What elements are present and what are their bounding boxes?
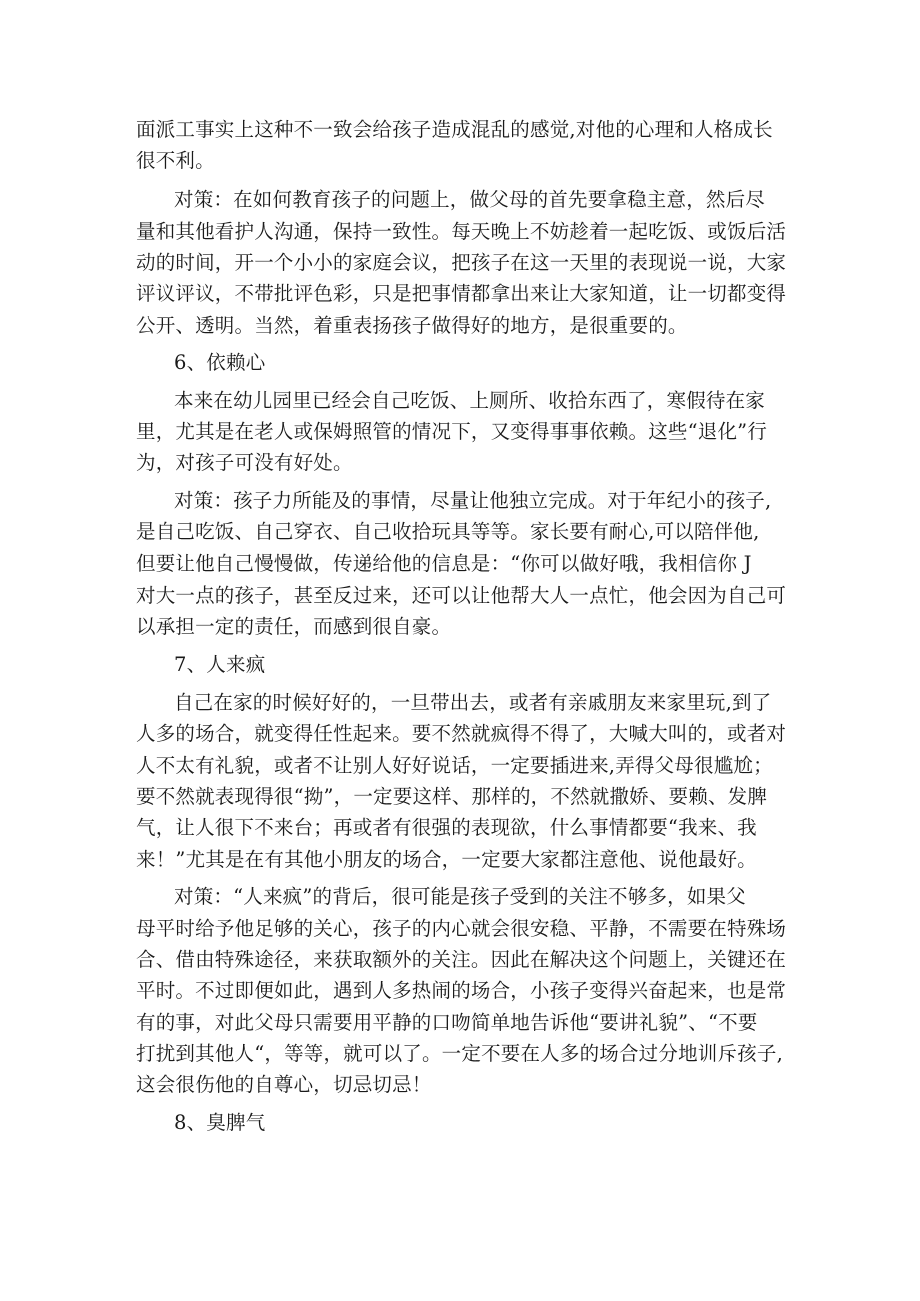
paragraph-line: 动的时间，开一个小小的家庭会议，把孩子在这一天里的表现说一说，大家 [136,251,787,274]
paragraph-line: 母平时给予他足够的关心，孩子的内心就会很安稳、平静，不需要在特殊场 [136,917,787,940]
paragraph-line: 公开、透明。当然，着重表扬孩子做得好的地方，是很重要的。 [136,314,688,337]
paragraph-line: 要不然就表现得很“拗”，一定要这样、那样的，不然就撒娇、要赖、发脾 [136,785,768,808]
paragraph-line: 合、借由特殊途径，来获取额外的关注。因此在解决这个问题上，关键还在 [136,948,787,971]
paragraph-line: 很不利。 [136,149,215,172]
paragraph-line: 对大一点的孩子，甚至反过来，还可以让他帮大人一点忙，他会因为自己可 [136,584,787,607]
paragraph-line: 自己在家的时候好好的，一旦带出去，或者有亲戚朋友来家里玩,到了 [174,691,772,714]
paragraph-line: 评议评议，不带批评色彩，只是把事情都拿出来让大家知道，让一切都变得 [136,282,787,305]
paragraph-line: 对策：“人来疯”的背后，很可能是孩子受到的关注不够多，如果父 [174,885,746,908]
paragraph-line: 但要让他自己慢慢做，传递给他的信息是：“你可以做好哦，我相信你 J [136,552,752,575]
paragraph-line: 气，让人很下不来台；再或者有很强的表现欲，什么事情都要“我来、我 [136,816,757,839]
paragraph-line: 对策：在如何教育孩子的问题上，做父母的首先要拿稳主意，然后尽 [174,188,766,211]
paragraph-line: 本来在幼儿园里已经会自己吃饭、上厕所、收拾东西了，寒假待在家 [174,389,766,412]
paragraph-line: 对策：孩子力所能及的事情，尽量让他独立完成。对于年纪小的孩子, [174,489,772,512]
paragraph-line: 有的事，对此父母只需要用平静的口吻简单地告诉他“要讲礼貌”、“不要 [136,1011,758,1034]
paragraph-line: 以承担一定的责任，而感到很自豪。 [136,615,452,638]
section-heading: 8、臭脾气 [174,1111,266,1134]
paragraph-line: 里，尤其是在老人或保姆照管的情况下，又变得事事依赖。这些“退化”行 [136,420,768,443]
paragraph-line: 人多的场合，就变得任性起来。要不然就疯得不得了，大喊大叫的，或者对 [136,722,787,745]
section-heading: 6、依赖心 [174,351,266,374]
paragraph-line: 是自己吃饭、自己穿衣、自己收拾玩具等等。家长要有耐心,可以陪伴他, [136,520,760,543]
paragraph-line: 这会很伤他的自尊心，切忌切忌！ [136,1073,432,1096]
paragraph-line: 来！”尤其是在有其他小朋友的场合，一定要大家都注意他、说他最好。 [136,848,757,871]
paragraph-line: 人不太有礼貌，或者不让别人好好说话，一定要插进来,弄得父母很尴尬； [136,754,773,777]
paragraph-line: 平时。不过即便如此，遇到人多热闹的场合，小孩子变得兴奋起来，也是常 [136,979,787,1002]
paragraph-line: 量和其他看护人沟通，保持一致性。每天晚上不妨趁着一起吃饭、或饭后活 [136,220,787,243]
paragraph-line: 打扰到其他人“，等等，就可以了。一定不要在人多的场合过分地训斥孩子, [136,1042,783,1065]
paragraph-line: 面派工事实上这种不一致会给孩子造成混乱的感觉,对他的心理和人格成长 [136,118,773,141]
paragraph-line: 为，对孩子可没有好处。 [136,451,353,474]
section-heading: 7、人来疯 [174,653,266,676]
